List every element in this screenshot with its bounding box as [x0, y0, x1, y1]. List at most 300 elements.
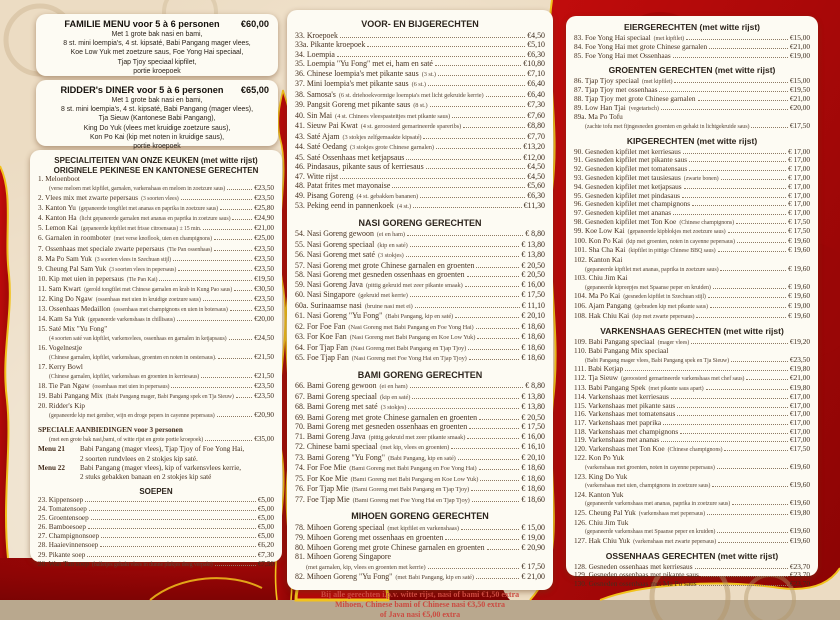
menu-item [38, 194, 274, 204]
menu-section [574, 65, 810, 131]
dotted-leader [205, 440, 252, 441]
dotted-leader [236, 397, 252, 398]
menu-item [38, 505, 274, 514]
menu-item [295, 59, 545, 69]
dish-price: €20,00 [789, 102, 810, 112]
text-line: King Do Yuk (vlees met kruidige zoetzure saus), [83, 124, 231, 132]
dish-name: 127. Hak Chiu Yuk [574, 535, 631, 545]
menu-section [295, 18, 545, 212]
menu-item-row [295, 142, 545, 153]
dish-description: (licht gepaneerde garnalen met ananas en paprika in zoetzure saus) [79, 216, 231, 223]
dish-price: €19,00 [789, 50, 810, 60]
dotted-leader [476, 578, 519, 579]
dish-price: € 17,50 [788, 226, 810, 236]
dish-description: (Tie Pan ossenhaas) [167, 246, 213, 253]
dish-description: (kip en saté) [379, 393, 411, 401]
dish-price: €23,50 [254, 244, 274, 253]
dish-description: (bruine nasi met ei) [364, 302, 413, 310]
middle-sections [295, 18, 545, 583]
dotted-leader [89, 510, 256, 511]
dish-name: 69. Bami Goreng met grote Chinese garnalen en groenten [295, 412, 478, 422]
section-title: MIHOEN GORENG GERECHTEN [351, 511, 489, 521]
dotted-leader [677, 415, 788, 416]
dish-name: 128. Gesneden ossenhaas met kerriesaus [574, 561, 693, 571]
dish-description: (Nasi Goreng met Babi Pangang en Tjap Tjoy) [350, 344, 467, 352]
menu-item [38, 234, 274, 244]
menu-item [38, 315, 274, 325]
dish-price: €35,00 [254, 435, 274, 444]
menu-section [295, 369, 545, 506]
dotted-leader [713, 288, 786, 289]
dish-description: (4 st.) [396, 203, 412, 210]
dotted-leader [717, 532, 788, 533]
dish-price: € 20,90 [521, 542, 545, 552]
dish-price: €13,20 [523, 142, 545, 151]
dish-name: 33a. Pikante kroepoek [295, 40, 366, 49]
dish-price: €21,00 [789, 42, 810, 52]
dotted-leader [712, 486, 788, 487]
dish-name: 13. Ossenhaas Medaillon [38, 304, 111, 313]
dish-name: 80. Mihoen Goreng met grote Chinese garnalen en groenten [295, 542, 485, 552]
dotted-leader [428, 568, 520, 569]
dish-description: (4 st. gebakken bananen) [356, 192, 419, 200]
dish-price: € 17,50 [521, 561, 545, 571]
menu-item-row [38, 505, 274, 514]
menu-item-row [295, 121, 545, 132]
dotted-leader [465, 286, 520, 287]
dish-name: 114. Varkenshaas met kerriesaus [574, 392, 669, 402]
menu-item-row [295, 50, 545, 60]
dish-price: €19,60 [789, 535, 810, 545]
menu-item [295, 442, 545, 453]
dotted-leader [171, 387, 252, 388]
menu-item [38, 382, 274, 392]
dotted-leader [214, 239, 252, 240]
dotted-leader [677, 407, 788, 408]
dish-description: (6 st. driehoekvormige loempia's met licht gekruide kerrie) [338, 91, 484, 99]
menu-item-row [38, 275, 274, 285]
dish-description: (kipfilet in pittige Chinese BBQ saus) [628, 248, 716, 255]
dish-name: 45. Saté Ossenhaas met ketjapsaus [295, 152, 405, 162]
dotted-leader [230, 310, 252, 311]
dotted-leader [731, 361, 788, 362]
dish-name: 86. Tjap Tjoy speciaal [574, 75, 639, 85]
menu-item [38, 551, 274, 560]
dotted-leader [472, 501, 520, 502]
menu-item-row [295, 229, 545, 240]
dish-description: (met garnalen, kip, vlees en groenten met kerrie) [306, 563, 426, 571]
dish-name: 122. Kon Po Yuk [574, 453, 625, 463]
menu-item-row [38, 175, 274, 184]
dotted-leader [232, 219, 252, 220]
ridders-diner-box [36, 80, 278, 151]
combo-price: €65,00 [240, 85, 269, 95]
dotted-leader [689, 170, 786, 171]
dish-name: 125. Cheung Pal Yuk [574, 507, 636, 517]
dotted-leader [430, 106, 526, 107]
dotted-leader [684, 188, 787, 189]
menu-item-row [574, 473, 810, 482]
dotted-leader [732, 504, 788, 505]
dish-name: 117. Varkenshaas met paprika [574, 417, 662, 427]
dish-description: (met verse knoflook, uien en champignons) [113, 236, 212, 243]
text-line: Koe Low Yuk met zoetzure saus, Foe Yong Hai speciaal, [70, 49, 244, 57]
dish-price: €7,30 [527, 100, 545, 109]
dish-description: (gebraden kip met pikante saus) [634, 303, 708, 310]
dish-price: €4,50 [527, 162, 545, 171]
menu-item-row [295, 162, 545, 172]
dish-price: € 17,50 [521, 290, 545, 299]
dotted-leader [337, 56, 525, 57]
dotted-leader [674, 82, 788, 83]
dish-description: (3 stokjes grote Chinese garnalen) [349, 144, 434, 151]
menu-item [295, 90, 545, 101]
dish-name: 5. Lemon Kai [38, 224, 78, 233]
dish-price: €5,00 [257, 514, 274, 523]
menu-item-row [295, 484, 545, 495]
dish-name: 39. Pangsit Goreng met pikante saus [295, 100, 411, 109]
menu-item [38, 392, 274, 402]
dish-description: (Nasi Goreng met Babi Pangang en Koe Low Yuk) [349, 334, 476, 341]
dish-description: (mager vlees) [657, 339, 690, 346]
dish-price: €23,50 [254, 294, 274, 303]
dish-price: € 20,10 [521, 311, 545, 320]
dotted-leader [471, 490, 519, 491]
dish-name: 48. Patat frites met mayonaise [295, 181, 391, 190]
dotted-leader [201, 377, 252, 378]
menu-item-row [295, 69, 545, 80]
menu-item-row [38, 204, 274, 214]
menu-item-row [295, 343, 545, 354]
menu-section [574, 326, 810, 546]
dish-price: €23,50 [254, 392, 274, 401]
dish-description: (met kipfilet en varkenshaas) [387, 524, 459, 532]
dotted-leader [476, 328, 520, 329]
combo-price: €60,00 [240, 19, 269, 29]
menu-item-row [574, 537, 810, 547]
dish-description: (met kipfilet) [653, 35, 685, 42]
dish-name: 40. Sin Mai [295, 110, 333, 120]
menu-item [295, 261, 545, 271]
menu-item [295, 432, 545, 443]
menu-item-row [295, 392, 545, 403]
dish-name: 47. Witte rijst [295, 171, 339, 181]
menu-item-description-row [46, 184, 274, 194]
dotted-leader [436, 148, 521, 149]
menu-item-row [295, 495, 545, 506]
text-line: Bij alle gerechten i.p.v. witte rijst, nasi of bami €1,50 extra [320, 589, 520, 599]
menu-item-row [295, 353, 545, 364]
dish-price: €17,00 [789, 400, 810, 410]
combo-description [45, 30, 269, 76]
menu-item [295, 50, 545, 60]
dish-name: 2. Vlees mix met zwarte pepersaus [38, 194, 139, 203]
dish-name: 11. Sam Kwart [38, 284, 82, 293]
menu-item [295, 413, 545, 423]
dotted-leader [415, 307, 520, 308]
dish-price: € 17,00 [788, 172, 810, 182]
dotted-leader [707, 514, 788, 515]
dotted-leader [101, 537, 256, 538]
dotted-leader [698, 100, 788, 101]
dish-name: 93. Gesneden kipfilet met tausiesaus [574, 172, 681, 182]
menu-text: 2 soorten rundvlees en 2 stokjes kip saté. [80, 454, 198, 463]
dish-name: 28. Haaievinnensoep [38, 541, 99, 550]
dish-name: 95. Gesneden kipfilet met pindasaus [574, 190, 680, 200]
dish-name: 103. Chiu Jim Kai [574, 273, 628, 283]
dish-description: (8 st.) [413, 102, 428, 109]
menu-item-row [295, 453, 545, 464]
dish-description: (ossenhaas met uien in pepersaus) [92, 384, 170, 391]
section-subtitle: ORIGINELE PEKINESE EN KANTONESE GERECHTEN [53, 165, 259, 175]
menu-item [38, 514, 274, 523]
dish-description: (gesneden kipfilet in Szechuan stijl) [623, 294, 706, 301]
menu-item-row [295, 432, 545, 443]
dish-name: 3. Kanton Yu [38, 204, 76, 213]
dish-name: 14. Kam Sa Yuk [38, 314, 85, 323]
dish-name: 85. Foe Yong Hai met Ossenhaas [574, 50, 671, 60]
dish-description: (met Babi Pangang, kip en saté) [395, 574, 474, 581]
dish-name: SPECIALE AANBIEDINGEN voor 3 personen [38, 426, 183, 435]
menu-item-row [295, 413, 545, 423]
dish-price: € 19,60 [788, 291, 810, 301]
dish-price: €30,50 [254, 284, 274, 293]
dish-price: €21,00 [254, 224, 274, 233]
dotted-leader [659, 91, 787, 92]
combo-title-row [45, 19, 269, 30]
dotted-leader [701, 576, 788, 577]
dotted-leader [737, 242, 786, 243]
menu-item-row [295, 543, 545, 553]
dish-name: 64. For Tjap Fan [295, 342, 348, 352]
dish-price: €24,90 [254, 214, 274, 223]
dish-price: €20,90 [254, 411, 274, 420]
dish-name: 37. Mini loempia's met pikante saus [295, 79, 409, 88]
dotted-leader [100, 546, 256, 547]
dotted-leader [469, 428, 519, 429]
dish-name: 70. Bami Goreng met gesneden ossenhaas en groenten [295, 422, 468, 431]
dish-name: 97. Gesneden kipfilet met ananas [574, 208, 672, 217]
dotted-leader [696, 317, 786, 318]
text-line [38, 455, 80, 464]
dotted-leader [367, 46, 525, 47]
dotted-leader [426, 168, 526, 169]
menu-item-row [295, 31, 545, 41]
text-line: 8 st. mini loempia's, 4 st. kipsaté, Babi Pangang mager vlees, [63, 40, 251, 48]
menu-item [38, 426, 274, 445]
dotted-leader [159, 280, 252, 281]
menu-item [295, 270, 545, 280]
dotted-leader [215, 565, 256, 566]
dish-price: € 19,60 [788, 310, 810, 320]
dish-description: (ei en ham) [376, 231, 405, 238]
menu-item-description-row [303, 562, 545, 573]
dish-description: (3 stokjes) [377, 252, 404, 259]
menu-item-row [38, 532, 274, 541]
menu-item-row [38, 560, 274, 570]
dotted-leader [406, 256, 520, 257]
menu-item [38, 344, 274, 363]
dish-price: €23,70 [789, 561, 810, 571]
menu-item-row [574, 347, 810, 356]
dotted-leader [87, 556, 256, 557]
dish-price: €21,50 [254, 372, 274, 381]
text-line: of Java nasi €5,00 extra [379, 609, 461, 619]
menu-item-row [295, 442, 545, 453]
dish-price: € 8,80 [525, 229, 545, 238]
dish-description: (kip met groenten, noten in cayenne pepersaus) [626, 238, 735, 245]
dish-description: (3 stokjes zelfgemaakte kipsaté) [342, 133, 422, 141]
combo-title-row [45, 85, 269, 96]
dish-price: € 19,60 [788, 245, 810, 255]
menu-combo-line [38, 473, 274, 482]
dish-name: 96. Gesneden kipfilet met champignons [574, 199, 691, 209]
dish-description: (gepaneerde varkenshaas in chillisaus) [87, 316, 175, 323]
menu-item-row [295, 90, 545, 101]
menu-item-row [574, 274, 810, 283]
menu-item-row [38, 325, 274, 334]
dish-price: € 18,60 [521, 484, 545, 493]
dish-price: €5,00 [257, 505, 274, 514]
menu-item [574, 519, 810, 537]
dish-price: €23,50 [789, 354, 810, 364]
dish-name: 77. Foe Tjap Mie [295, 494, 350, 504]
menu-item-row [38, 363, 274, 372]
dish-name: 118. Varkenshaas met champignons [574, 426, 679, 436]
dish-price: € 17,50 [521, 422, 545, 431]
dish-name: 87. Tjap Tjoy met ossenhaas [574, 85, 658, 95]
dish-name: 84. Foe Yong Hai met grote Chinese garnalen [574, 42, 708, 52]
menu-item [38, 285, 274, 295]
dotted-leader [708, 297, 786, 298]
dotted-leader [661, 109, 788, 110]
menu-item-row [295, 381, 545, 392]
text-line: Tja Sieuw (Kantonese Babi Pangang), [98, 115, 216, 123]
menu-item-row [295, 533, 545, 543]
menu-item-row [38, 315, 274, 325]
dish-description: (Babi Pangang, kip en saté) [387, 454, 456, 462]
dish-price: € 8,80 [525, 381, 545, 390]
dish-name: 27. Champignonsoep [38, 532, 100, 541]
dish-price: €17,50 [789, 443, 810, 453]
dish-name: 54. Nasi Goreng gewoon [295, 229, 374, 238]
text-line: portie kroepoek [133, 67, 181, 75]
dish-price: €19,50 [254, 274, 274, 283]
dotted-leader [217, 416, 253, 417]
dish-price: €24,50 [254, 333, 274, 342]
menu-section [574, 136, 810, 321]
dotted-leader [746, 379, 788, 380]
dish-description: (3 soorten vlees in pepersaus) [109, 266, 177, 273]
dish-price: €7,50 [257, 559, 274, 568]
menu-item [295, 132, 545, 143]
dish-name: 65. Foe Tjap Fan [295, 353, 349, 362]
dish-name: 44. Saté Oedang [295, 142, 347, 151]
dish-price: € 15,00 [521, 522, 545, 532]
menu-item-row [574, 113, 810, 122]
menu-item-description-row [46, 411, 274, 421]
dish-name: 36. Chinese loempia's met pikante saus [295, 68, 419, 78]
dish-name: 111. Babi Ketjap [574, 364, 624, 374]
dish-price: € 13,80 [521, 391, 545, 401]
section-title: VARKENSHAAS GERECHTEN (met witte rijst) [600, 326, 784, 337]
menu-item-row [295, 201, 545, 212]
dish-name: 1. Meloenboot [38, 175, 80, 184]
dish-name: 26. Bamboesoep [38, 523, 86, 532]
dotted-leader [717, 468, 788, 469]
dish-price: € 17,00 [788, 155, 810, 165]
dish-description: (kip en saté) [377, 241, 408, 249]
dish-name: 53. Peking eend in pannenkoek [295, 201, 394, 210]
dish-name: 8. Ma Po Sam Yuk [38, 254, 92, 263]
menu-item-row [295, 59, 545, 69]
menu-item-row [38, 514, 274, 523]
dotted-leader [479, 419, 519, 420]
dish-price: € 18,60 [521, 494, 545, 504]
menu-section [574, 551, 810, 588]
dish-name: 79. Mihoen Goreng met ossenhaas en groenten [295, 533, 444, 542]
dish-description: (ossenhaas met uien in kruidige zoetzure saus) [95, 296, 201, 303]
menu-item [38, 464, 274, 482]
dish-description: (varkenshaas met uien, champignons in zoetzure saus) [585, 483, 711, 490]
menu-item-row [295, 79, 545, 90]
dish-name: 7. Ossenhaas met speciale zwarte pepersaus [38, 244, 165, 253]
menu-item-row [38, 214, 274, 224]
dish-price: € 20,10 [521, 452, 545, 462]
menu-item [295, 422, 545, 432]
dotted-leader [691, 343, 788, 344]
dish-name: 129. Gesneden ossenhaas met pikante saus [574, 570, 699, 580]
dish-name: 33. Kroepoek [295, 30, 338, 40]
menu-item [295, 250, 545, 261]
dish-price: €12,00 [523, 152, 545, 162]
dish-name: 56. Nasi Goreng met saté [295, 250, 375, 259]
menu-item [38, 224, 274, 234]
text-line: Kon Po Kai (kip met noten in kruidige saus), [89, 133, 225, 141]
dish-price: € 19,00 [788, 300, 810, 310]
dish-description: (Babi Pangang mager, Babi Pangang spek en Tja Sieuw) [105, 394, 234, 401]
dotted-leader [91, 519, 256, 520]
dotted-leader [410, 246, 520, 247]
dish-price: € 18,60 [521, 353, 545, 362]
dish-price: €17,00 [789, 435, 810, 445]
dish-description: (varkenshaas met pepersaus) [638, 510, 706, 517]
dotted-leader [203, 300, 253, 301]
menu-item-row [295, 181, 545, 191]
rice-surcharge-note [295, 590, 545, 620]
menu-item [295, 381, 545, 392]
dish-name: 124. Kanton Yuk [574, 489, 624, 499]
dish-description: (Nasi Goreng met Foe Yong Hai en Tjap Tjoy) [351, 355, 467, 362]
section-title: EIERGERECHTEN (met witte rijst) [623, 22, 761, 32]
dish-description: (Chinese champignons) [667, 446, 723, 453]
dotted-leader [214, 250, 252, 251]
dotted-leader [340, 37, 525, 38]
dish-price: €25,80 [254, 204, 274, 213]
dish-name: 81. Mihoen Goreng Singapore [295, 552, 391, 561]
dotted-leader [229, 339, 253, 340]
dish-name: 90. Gesneden kipfilet met kerriesaus [574, 146, 681, 156]
menu-item [295, 172, 545, 182]
dish-name: 49. Pisang Goreng [295, 190, 354, 200]
dotted-leader [680, 433, 788, 434]
menu-item [574, 274, 810, 292]
dish-description: (Bami Goreng met Babi Pangang en Koe Low Yuk) [350, 475, 479, 483]
menu-item [38, 245, 274, 255]
dish-name: 120. Varkenshaas met Ton Koe [574, 443, 665, 453]
menu-item-row [574, 256, 810, 265]
dish-description: (Bami Goreng met Babi Pangang en Foe Yong Hai) [349, 465, 477, 472]
